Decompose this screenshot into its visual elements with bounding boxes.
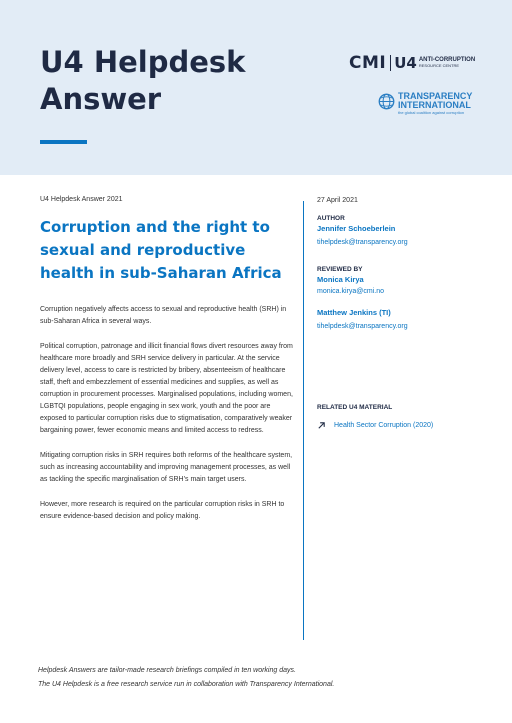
cmi-logo-text: CMI: [349, 53, 387, 73]
reviewed-by-label: REVIEWED BY: [317, 266, 363, 273]
brand-title-line2: Answer: [40, 82, 162, 116]
title-line3: health in sub-Saharan Africa: [40, 264, 282, 282]
u4-logo-subtitle: [419, 57, 475, 69]
main-content: [40, 196, 298, 530]
document-title: [40, 216, 298, 285]
summary-paragraph-3: Mitigating corruption risks in SRH requires both reforms of the healthcare system, such as increasing accountability and improving management processes, as well as tackling the specific marginalisation of SRH’s main target users.: [40, 452, 293, 483]
ti-logo-line2: INTERNATIONAL: [398, 100, 471, 110]
sidebar: [317, 197, 487, 430]
footer-note: [38, 664, 334, 692]
summary-paragraph-4: However, more research is required on the particular corruption risks in SRH to ensure evidence-based decision and policy making.: [40, 501, 285, 520]
reviewer-name-2: Matthew Jenkins (TI): [317, 308, 391, 317]
logo-separator: [390, 55, 391, 71]
arrow-up-right-icon: [317, 421, 326, 430]
reviewer-name-1: Monica Kirya: [317, 275, 364, 284]
title-line1: Corruption and the right to: [40, 218, 270, 236]
author-label: AUTHOR: [317, 215, 345, 222]
author-email-link[interactable]: tihelpdesk@transparency.org: [317, 239, 408, 246]
cmi-u4-logo: [349, 54, 475, 72]
summary-paragraph-1: Corruption negatively affects access to sexual and reproductive health (SRH) in sub-Saharan Africa in several ways.: [40, 306, 287, 325]
related-material-title: Health Sector Corruption (2020): [334, 422, 434, 429]
ti-logo-text: [398, 92, 472, 116]
related-material-link[interactable]: [317, 421, 487, 430]
u4-logo-line1: ANTI-CORRUPTION: [418, 57, 476, 63]
ti-logo-line1: TRANSPARENCY: [398, 91, 473, 101]
reviewer-email-link-2[interactable]: tihelpdesk@transparency.org: [317, 323, 408, 330]
publication-date: 27 April 2021: [317, 197, 358, 204]
ti-logo: [378, 92, 472, 116]
brand-title-line1: U4 Helpdesk: [40, 45, 246, 79]
ti-logo-tagline: the global coalition against corruption: [398, 110, 465, 115]
reviewer-email-link-1[interactable]: monica.kirya@cmi.no: [317, 288, 385, 295]
u4-logo-text: U4: [394, 54, 417, 72]
related-material-label: RELATED U4 MATERIAL: [317, 404, 393, 411]
summary-paragraph-2: Political corruption, patronage and illicit financial flows divert resources away from healthcare more broadly and SRH service delivery in particular. At the service delivery level, access to care is restricted by bribery, absenteeism of healthcare staff, theft and embezzlement of essential medicines and supplies, as well as corruption in procurement processes. Marginalised populations, including women, LGBTQI populations, people engaging in sex work, youth and the poor are exposed to particular corruption risks due to stigmatisation, comparatively weaker bargaining power, fewer economic means and limited access to redress.: [40, 343, 293, 434]
footer-line2: The U4 Helpdesk is a free research service run in collaboration with Transparency International.: [38, 681, 335, 688]
globe-icon: [378, 93, 395, 110]
header-banner: [0, 0, 512, 175]
u4-logo-line2: RESOURCE CENTRE: [418, 63, 460, 68]
title-line2: sexual and reproductive: [40, 241, 246, 259]
column-divider: [303, 201, 304, 640]
author-name: Jennifer Schoeberlein: [317, 224, 396, 233]
brand-title: [40, 44, 245, 118]
brand-underline: [40, 140, 87, 144]
footer-line1: Helpdesk Answers are tailor-made research briefings compiled in ten working days.: [38, 667, 296, 674]
series-label: U4 Helpdesk Answer 2021: [40, 196, 123, 203]
